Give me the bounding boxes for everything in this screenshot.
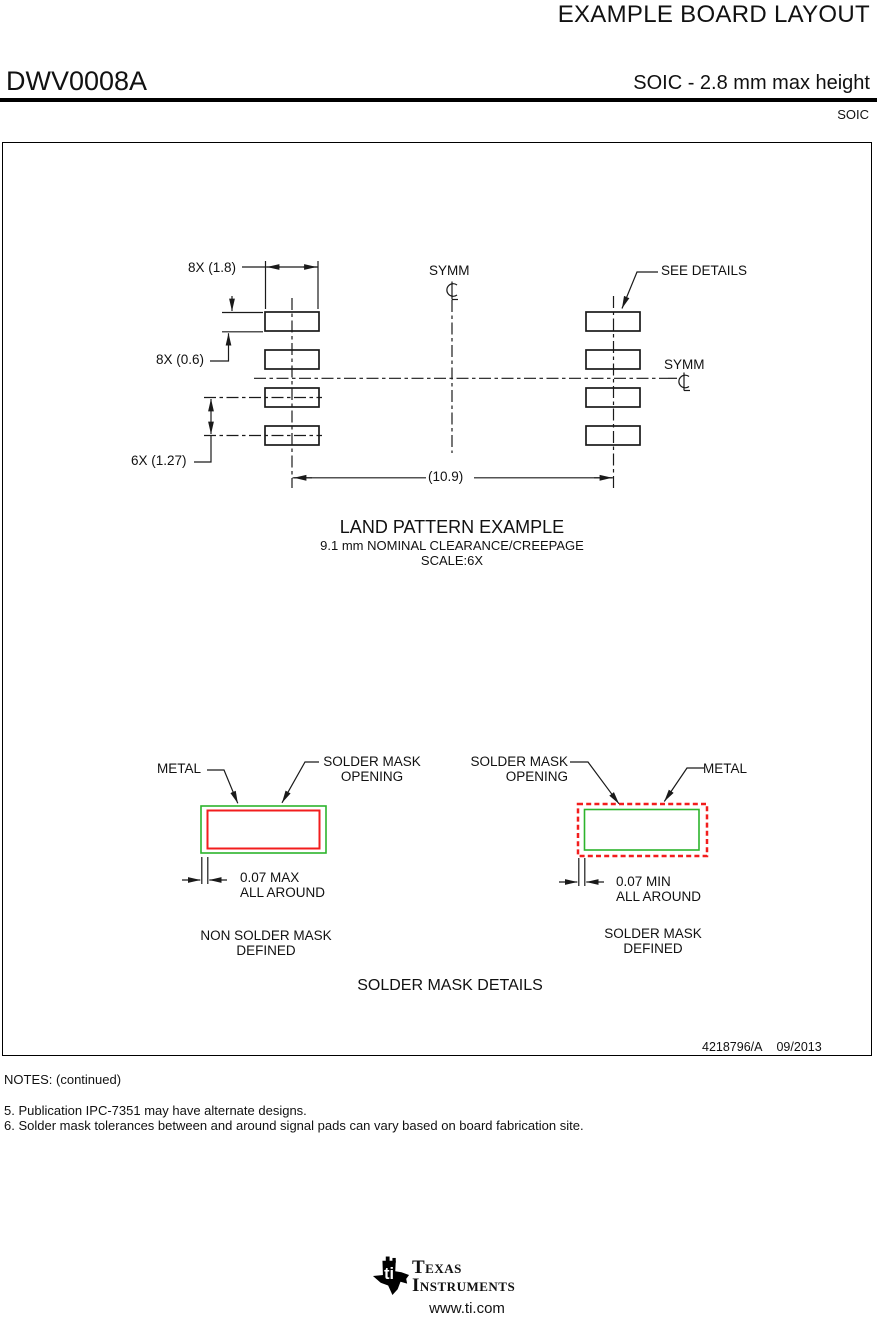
nsmd-clearance-line1: 0.07 MAX — [240, 870, 300, 885]
notes-heading: NOTES: (continued) — [4, 1072, 122, 1087]
brand-line2: Instruments — [412, 1275, 516, 1296]
title-block — [702, 1040, 822, 1054]
nsmd-caption-line2: DEFINED — [236, 943, 296, 959]
ti-wordmark — [412, 1259, 515, 1295]
smd-metal-label: METAL — [703, 761, 748, 776]
sheet-title: EXAMPLE BOARD LAYOUT — [557, 1, 870, 28]
smd-caption — [598, 926, 708, 956]
nsmd-opening-label-line1: SOLDER MASK — [323, 754, 421, 769]
smd-caption-line2: DEFINED — [623, 941, 683, 957]
nsmd-metal-label: METAL — [157, 761, 202, 776]
website-link[interactable]: www.ti.com — [429, 1300, 505, 1317]
smd-opening-label — [458, 754, 568, 784]
land-pattern-clearance-note: 9.1 mm NOMINAL CLEARANCE/CREEPAGE — [320, 538, 584, 553]
smd-opening-label-line1: SOLDER MASK — [470, 754, 568, 769]
ti-logo-icon — [372, 1256, 410, 1296]
package-description: SOIC - 2.8 mm max height — [633, 72, 870, 94]
solder-mask-details-title: SOLDER MASK DETAILS — [357, 977, 543, 994]
note-item: 5. Publication IPC-7351 may have alternate designs. — [4, 1103, 307, 1118]
dim-pitch-label: 6X (1.27) — [131, 453, 187, 468]
nsmd-caption-line1: NON SOLDER MASK — [200, 928, 332, 943]
land-pattern-scale: SCALE:6X — [420, 553, 484, 568]
nsmd-clearance-label — [240, 870, 325, 900]
symm-right-label: SYMM — [664, 357, 705, 372]
drawing-number: 4218796/A — [702, 1040, 763, 1054]
land-pattern-title: LAND PATTERN EXAMPLE — [339, 517, 565, 537]
header-rule — [0, 98, 877, 102]
revision-date: 09/2013 — [776, 1040, 822, 1054]
note-item: 6. Solder mask tolerances between and around signal pads can vary based on board fabrication site. — [4, 1118, 584, 1133]
package-family-label: SOIC — [837, 107, 869, 122]
see-details-label: SEE DETAILS — [661, 263, 748, 278]
smd-clearance-label — [616, 874, 701, 904]
smd-caption-line1: SOLDER MASK — [604, 926, 702, 941]
smd-opening-label-line2: OPENING — [505, 769, 568, 785]
symm-top-label: SYMM — [429, 263, 470, 278]
nsmd-clearance-line2: ALL AROUND — [240, 885, 326, 901]
smd-clearance-line2: ALL AROUND — [616, 889, 702, 905]
dim-pad-width-label: 8X (0.6) — [156, 352, 205, 367]
nsmd-opening-label-line2: OPENING — [340, 769, 404, 785]
svg-text:ti: ti — [384, 1264, 395, 1283]
dim-pad-length-label: 8X (1.8) — [188, 260, 237, 275]
brand-line1: Texas — [412, 1257, 462, 1278]
drawing-frame — [2, 142, 872, 1056]
part-number: DWV0008A — [6, 66, 148, 96]
nsmd-opening-label — [316, 754, 428, 784]
smd-clearance-line1: 0.07 MIN — [616, 874, 671, 889]
dim-row-span-label: (10.9) — [428, 469, 464, 484]
nsmd-caption — [198, 928, 334, 958]
